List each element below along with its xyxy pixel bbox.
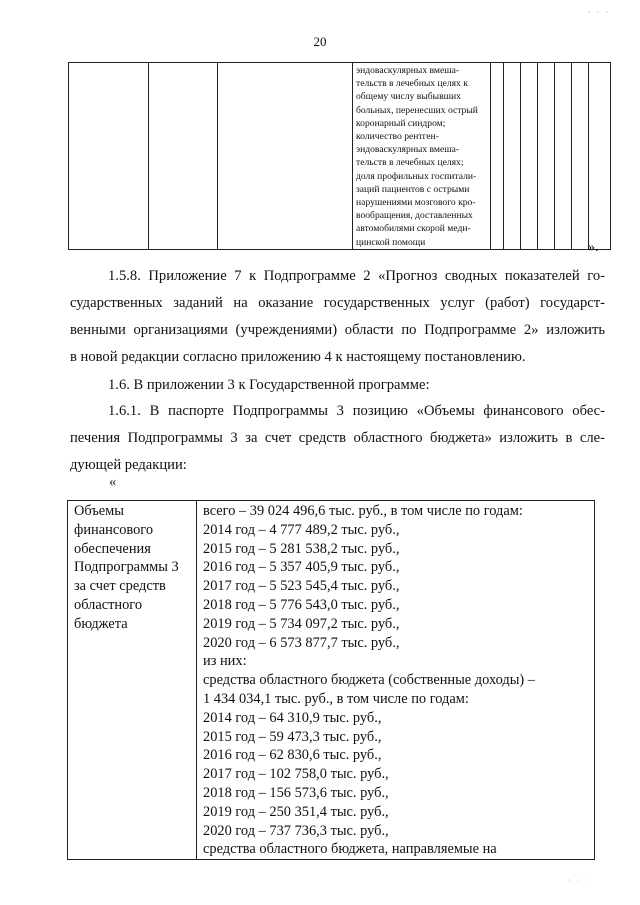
financing-content-line: 2018 год – 156 573,6 тыс. руб., xyxy=(203,784,389,801)
financing-content-line: 2020 год – 6 573 877,7 тыс. руб., xyxy=(203,634,400,651)
financing-content-line: 2019 год – 5 734 097,2 тыс. руб., xyxy=(203,615,400,632)
financing-content-line: средства областного бюджета, направляемые на xyxy=(203,841,497,858)
financing-content-line: всего – 39 024 496,6 тыс. руб., в том числе по годам: xyxy=(203,503,523,519)
continued-indicators-table xyxy=(68,62,611,250)
indicator-text-line: заций пациентов с острыми xyxy=(356,183,470,195)
paragraph-line: в новой редакции согласно приложению 4 к настоящему постановлению. xyxy=(70,349,526,365)
paragraph-1-6-1 xyxy=(70,398,605,479)
paragraph-1-6: 1.6. В приложении 3 к Государственной программе: xyxy=(108,377,430,393)
page-number: 20 xyxy=(313,34,327,49)
table-cell xyxy=(218,63,353,250)
financing-content-line: 2019 год – 250 351,4 тыс. руб., xyxy=(203,803,389,820)
financing-label-line: за счет средств xyxy=(74,578,166,595)
financing-content-line: средства областного бюджета (собственные доходы) – xyxy=(203,672,535,689)
table-cell xyxy=(521,63,538,250)
financing-content-line: 2020 год – 737 736,3 тыс. руб., xyxy=(203,822,389,839)
closing-quote: ». xyxy=(588,240,599,255)
indicator-text-line: нарушениями мозгового кро- xyxy=(356,197,476,209)
indicator-text-line: доля профильных госпитали- xyxy=(356,170,477,182)
indicator-text-line: цинской помощи xyxy=(356,236,426,248)
paragraph-line: 1.6.1. В паспорте Подпрограммы 3 позицию «Объемы финансового обес- xyxy=(108,403,605,419)
financing-label-line: финансового xyxy=(74,521,154,538)
table-cell xyxy=(572,63,589,250)
financing-content-line: 2017 год – 102 758,0 тыс. руб., xyxy=(203,766,389,783)
indicator-text-line: тельств в лечебных целях к xyxy=(356,78,468,90)
paragraph-line: сударственных заданий на оказание государственных услуг (работ) государст- xyxy=(70,295,605,311)
paragraph-line: печения Подпрограммы 3 за счет средств областного бюджета» изложить в сле- xyxy=(70,430,605,446)
table-cell xyxy=(589,63,611,250)
financing-label-line: областного xyxy=(74,596,143,613)
financing-content-line: 2016 год – 5 357 405,9 тыс. руб., xyxy=(203,559,400,576)
financing-label-cell xyxy=(68,501,197,860)
indicator-text-line: эндоваскулярных вмеша- xyxy=(356,65,460,76)
financing-label-line: бюджета xyxy=(74,615,128,632)
indicator-text-line: тельств в лечебных целях; xyxy=(356,157,464,169)
financing-content-line: 2017 год – 5 523 545,4 тыс. руб., xyxy=(203,578,400,595)
table-cell xyxy=(491,63,504,250)
financing-content-cell xyxy=(197,501,595,860)
indicator-text-line: автомобилями скорой меди- xyxy=(356,223,471,235)
paragraph-1-5-8 xyxy=(70,263,605,371)
financing-label-line: Объемы xyxy=(74,503,124,519)
financing-content-line: 2014 год – 4 777 489,2 тыс. руб., xyxy=(203,521,400,538)
financing-content-line: 2014 год – 64 310,9 тыс. руб., xyxy=(203,709,382,726)
indicator-text-line: количество рентген- xyxy=(356,131,439,143)
corner-scan-mark: · · · xyxy=(588,8,610,17)
indicator-text-line: вообращения, доставленных xyxy=(356,210,473,222)
indicator-text-line: общему числу выбывших xyxy=(356,91,461,103)
financing-content-line: 1 434 034,1 тыс. руб., в том числе по годам: xyxy=(203,690,469,707)
financing-label-line: Подпрограммы 3 xyxy=(74,559,179,576)
indicator-text-line: больных, перенесших острый xyxy=(356,104,478,116)
indicator-text-cell xyxy=(353,63,491,250)
financing-content-line: 2018 год – 5 776 543,0 тыс. руб., xyxy=(203,596,400,613)
financing-content-line: из них: xyxy=(203,653,247,670)
table-cell xyxy=(69,63,149,250)
table-cell xyxy=(149,63,218,250)
indicator-text-line: эндоваскулярных вмеша- xyxy=(356,144,460,156)
financing-label-line: обеспечения xyxy=(74,540,151,557)
financing-content-line: 2015 год – 59 473,3 тыс. руб., xyxy=(203,728,382,745)
financing-content-line: 2015 год – 5 281 538,2 тыс. руб., xyxy=(203,540,400,557)
financing-content-line: 2016 год – 62 830,6 тыс. руб., xyxy=(203,747,382,764)
table-cell xyxy=(504,63,521,250)
table-cell xyxy=(538,63,555,250)
footer-scan-mark: · · · xyxy=(568,876,590,885)
opening-quote: « xyxy=(109,474,117,490)
indicator-text-line: коронарный синдром; xyxy=(356,117,446,129)
paragraph-line: 1.5.8. Приложение 7 к Подпрограмме 2 «Прогноз сводных показателей го- xyxy=(108,268,605,284)
financing-table xyxy=(67,500,595,860)
paragraph-line: венными организациями (учреждениями) области по Подпрограмме 2» изложить xyxy=(70,322,605,338)
paragraph-line: дующей редакции: xyxy=(70,457,187,473)
table-cell xyxy=(555,63,572,250)
